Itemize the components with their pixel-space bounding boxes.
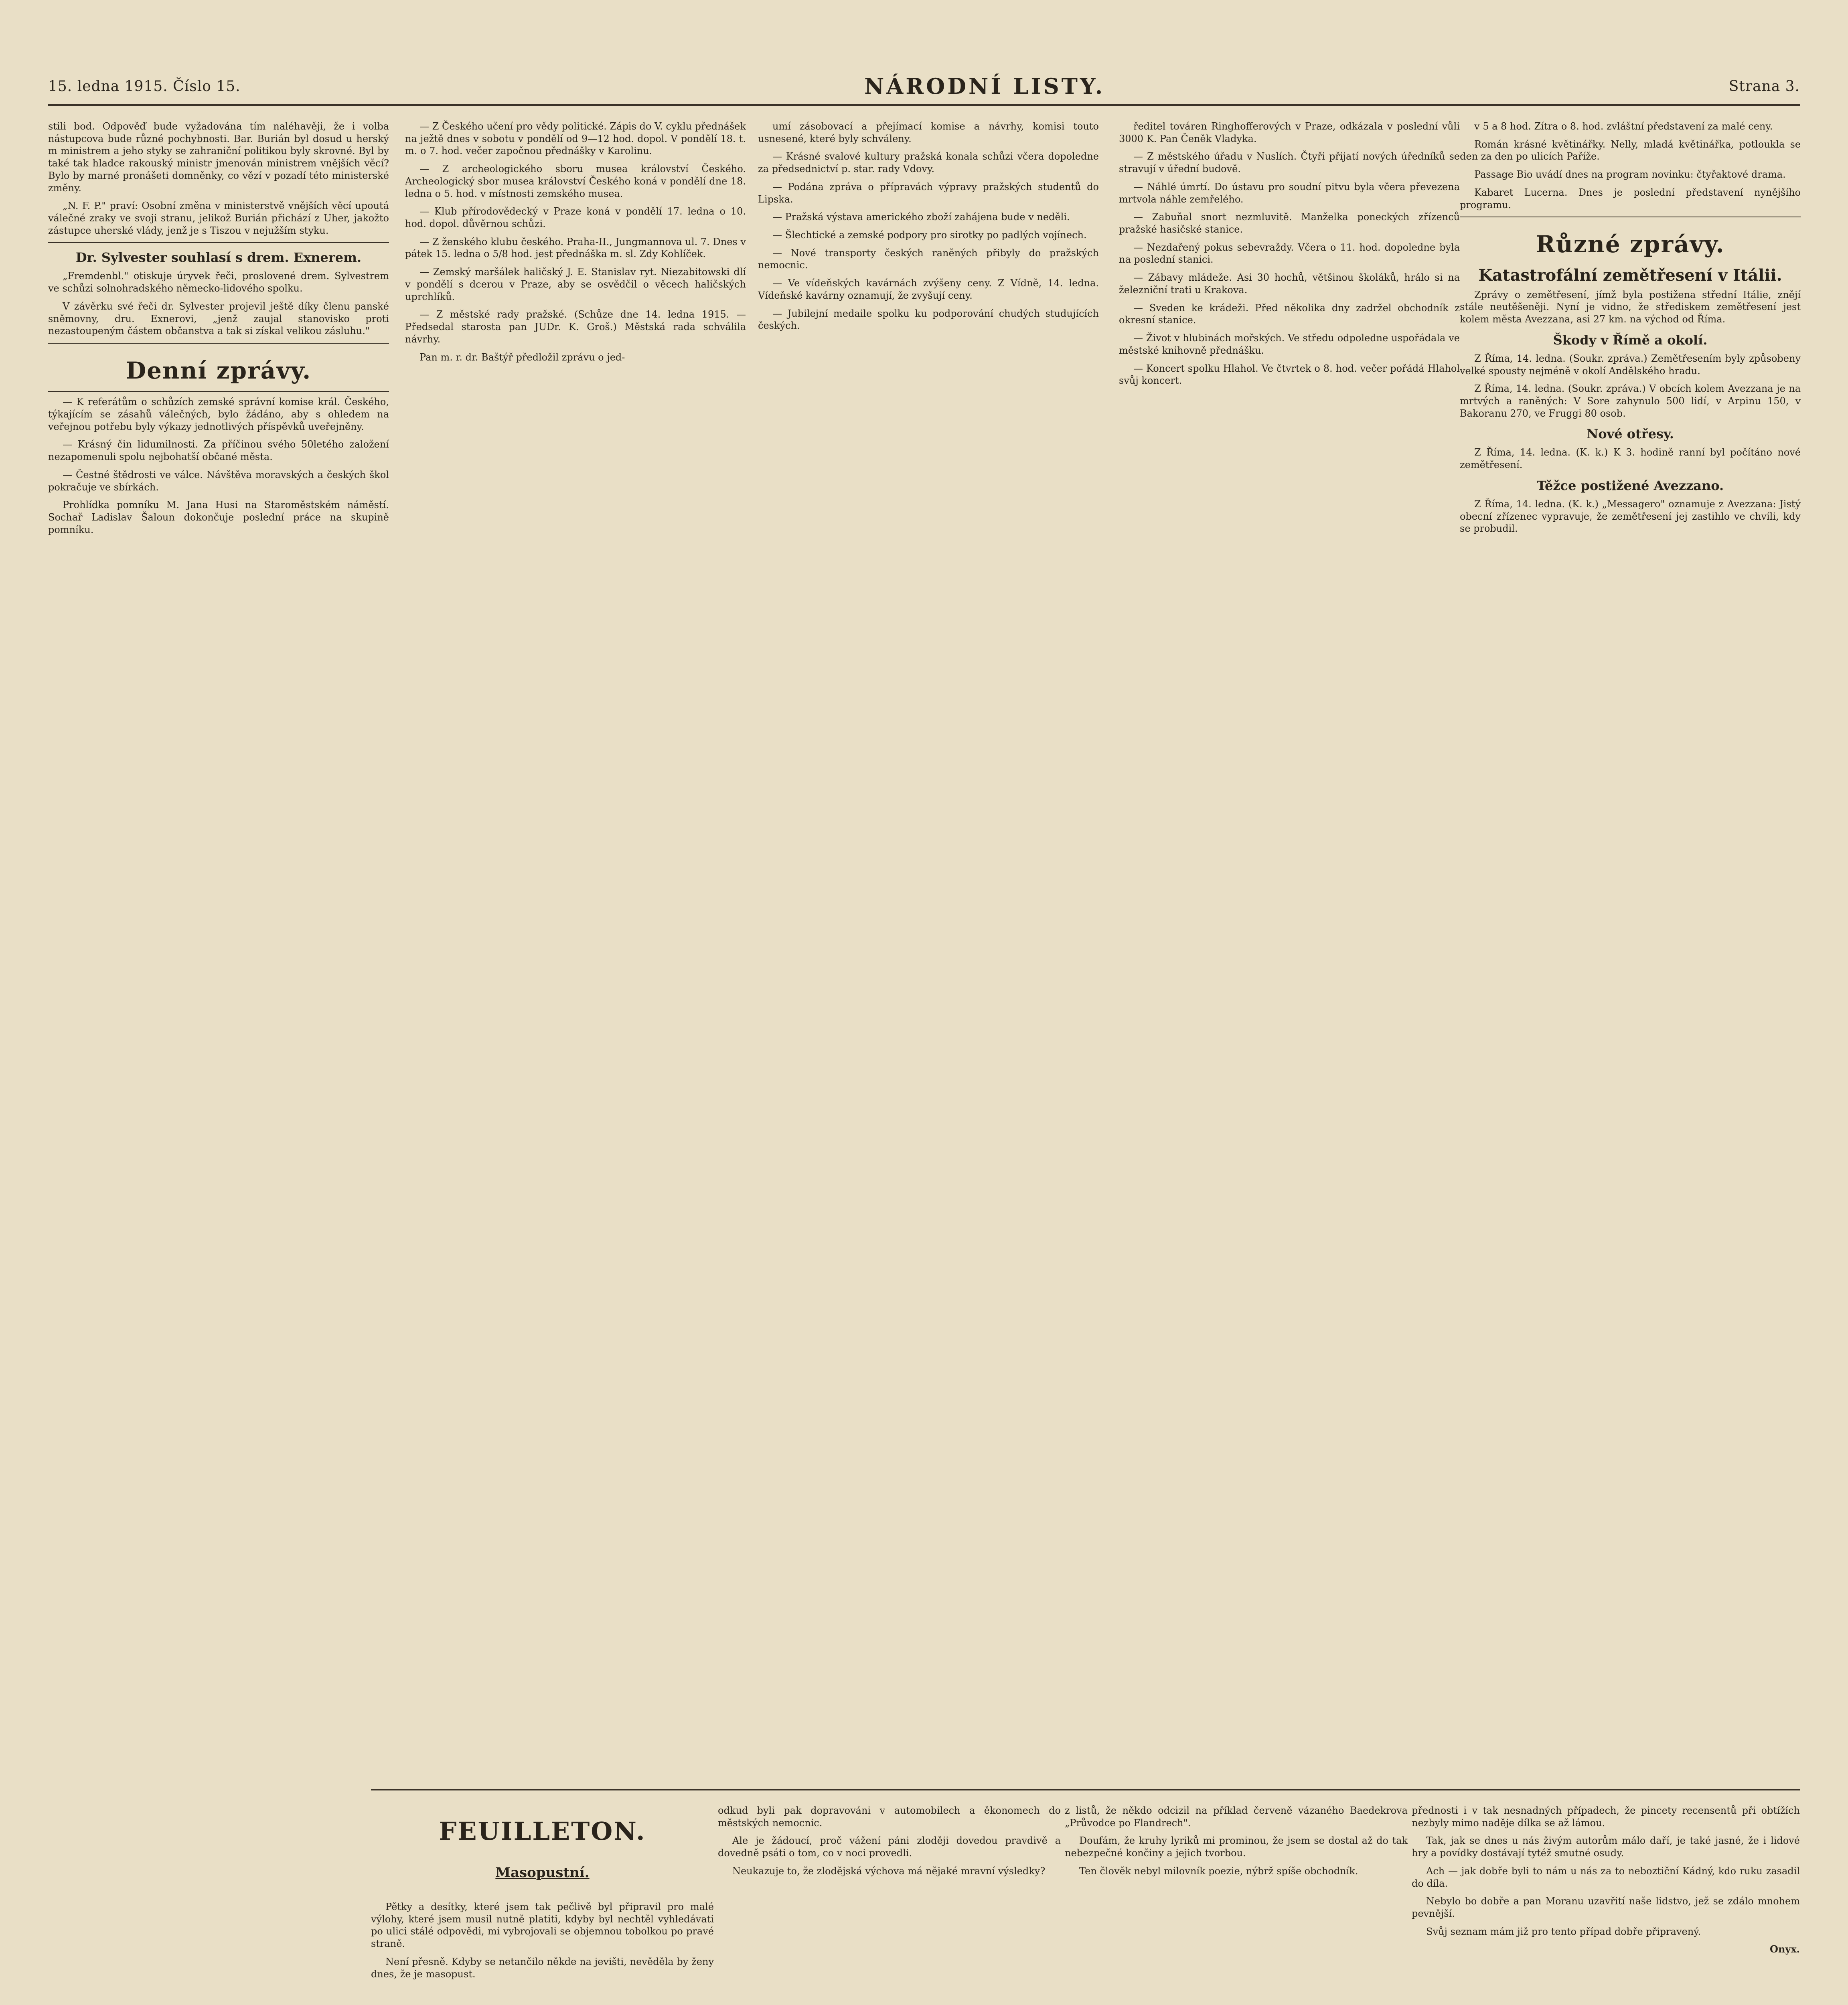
article-paragraph: Zprávy o zemětřesení, jímž byla postižena střední Itálie, znějí stále neutěšeněji. Nyní je vidno, že střediskem zemětřesení jest kolem města Avezzana, asi 27 km. na východ od Říma.	[1460, 289, 1801, 325]
article-paragraph: Doufám, že kruhy lyriků mi prominou, že jsem se dostal až do tak nebezpečné končiny a jejich tvorbou.	[1065, 1835, 1408, 1859]
article-paragraph: Nebylo bo dobře a pan Moranu uzavřití naše lidstvo, jež se zdálo mnohem pevnější.	[1412, 1896, 1800, 1920]
column-5	[1460, 120, 1801, 541]
article-paragraph: z listů, že někdo odcizil na příklad červeně vázaného Baedekrova „Průvodce po Flandrech".	[1065, 1805, 1408, 1829]
article-paragraph: odkud byli pak dopravováni v automobilech a ěkonomech do městských nemocnic.	[718, 1805, 1061, 1829]
article-paragraph: Pětky a desítky, které jsem tak pečlivě byl připravil pro malé výlohy, které jsem musil nutně platiti, kdyby byl nechtěl vyhledávati po ulici stálé odpovědi, mi vybrojovali se objemnou tobolkou po pravé straně.	[371, 1901, 714, 1950]
article-paragraph: — Čestné štědrosti ve válce. Návštěva moravských a českých škol pokračuje ve sbírkách.	[48, 469, 389, 493]
article-paragraph: „N. F. P." praví: Osobní změna v ministerstvě vnějších věcí upoutá válečné zraky ve svoji stranu, jelikož Burián přichází z Uher, jakožto zástupce uherské vlády, jenž je s Tiszou v nejužším styku.	[48, 200, 389, 236]
article-paragraph: Z Říma, 14. ledna. (K. k.) K 3. hodině ranní byl počítáno nové zemětřesení.	[1460, 447, 1801, 471]
article-paragraph: — Nezdařený pokus sebevraždy. Včera o 11. hod. dopoledne byla na poslední stanici.	[1119, 241, 1460, 265]
article-paragraph: — Sveden ke krádeži. Před několika dny zadržel obchodník z okresní stanice.	[1119, 302, 1460, 326]
signature: Onyx.	[1770, 1943, 1800, 1955]
article-heading: Katastrofální zemětřesení v Itálii.	[1478, 265, 1782, 285]
article-paragraph: — Koncert spolku Hlahol. Ve čtvrtek o 8. hod. večer pořádá Hlahol svůj koncert.	[1119, 363, 1460, 387]
article-paragraph: — Z archeologického sboru musea království Českého. Archeologický sbor musea království Českého koná v pondělí dne 18. ledna o 5. hod. v místnosti zemského musea.	[405, 163, 746, 199]
column-2	[405, 120, 746, 369]
article-paragraph: v 5 a 8 hod. Zítra o 8. hod. zvláštní představení za malé ceny.	[1474, 121, 1773, 132]
article-paragraph: — Krásné svalové kultury pražská konala schůzi včera dopoledne za předsednictví p. star. rady Vdovy.	[758, 151, 1099, 175]
divider	[48, 391, 389, 392]
article-paragraph: Kabaret Lucerna. Dnes je poslední představení nynějšího programu.	[1460, 186, 1801, 211]
article-paragraph: Ten člověk nebyl milovník poezie, nýbrž spíše obchodník.	[1079, 1865, 1358, 1877]
article-paragraph: — Život v hlubinách mořských. Ve středu odpoledne uspořádala ve městské knihovně přednášku.	[1119, 332, 1460, 356]
divider	[48, 242, 389, 243]
article-paragraph: — Krásný čin lidumilnosti. Za příčinou svého 50letého založení nezapomenuli spolu nejbohatší občané města.	[48, 439, 389, 463]
feuilleton-column-3	[1065, 1804, 1408, 1883]
article-paragraph: Tak, jak se dnes u nás živým autorům málo daří, je také jasné, že i lidové hry a povídky dostávají tytéž smutné osudy.	[1412, 1835, 1800, 1859]
article-heading: Nové otřesy.	[1586, 426, 1674, 442]
article-paragraph: — Z městského úřadu v Nuslích. Čtyři přijatí nových úředníků se stravují v úřední budově.	[1119, 151, 1460, 175]
article-heading: Dr. Sylvester souhlasí s drem. Exnerem.	[75, 250, 362, 265]
article-paragraph: stili bod. Odpověď bude vyžadována tím naléhavěji, že i volba nástupcova bude různé pochybnosti. Bar. Burián byl dosud u herský m ministrem a jeho styky se zahraniční politikou byly skrovné. Byl by také tak hladce rakouský ministr jmenován ministrem vnějších věcí? Bylo by marné pronášeti domněnky, co vězí v pozadí této ministerské změny.	[48, 121, 389, 194]
date-issue: 15. ledna 1915. Číslo 15.	[48, 78, 241, 95]
article-heading: Těžce postižené Avezzano.	[1536, 478, 1724, 493]
article-paragraph: — Ve vídeňských kavárnách zvýšeny ceny. Z Vídně, 14. ledna. Vídeňské kavárny oznamují, že zvyšují ceny.	[758, 277, 1099, 301]
article-paragraph: — Náhlé úmrtí. Do ústavu pro soudní pitvu byla včera převezena mrtvola náhle zemřelého.	[1119, 181, 1460, 205]
article-paragraph: — Klub přírodovědecký v Praze koná v pondělí 17. ledna o 10. hod. dopol. důvěrnou schůzi.	[405, 206, 746, 230]
section-heading: Denní zprávy.	[126, 357, 312, 385]
article-paragraph: „Fremdenbl." otiskuje úryvek řeči, proslovené drem. Sylvestrem ve schůzi solnohradského německo-lidového spolku.	[48, 270, 389, 294]
article-paragraph: Prohlídka pomníku M. Jana Husi na Staroměstském náměstí. Sochař Ladislav Šaloun dokončuje poslední práce na skupině pomníku.	[48, 499, 389, 535]
article-paragraph: — Nové transporty českých raněných přibyly do pražských nemocnic.	[758, 247, 1099, 271]
article-paragraph: — Z Českého učení pro vědy politické. Zápis do V. cyklu přednášek na ježtě dnes v sobotu v pondělí od 9—12 hod. dopol. V pondělí 18. t. m. o 7. hod. večer započnou přednášky v Karolinu.	[405, 121, 746, 157]
article-paragraph: — Šlechtické a zemské podpory pro sirotky po padlých vojínech.	[772, 229, 1087, 241]
article-paragraph: přednosti i v tak nesnadných případech, že pincety recensentů při obtížích nezbyly mimo naděje dílka se až lámou.	[1412, 1805, 1800, 1829]
article-paragraph: — K referátům o schůzích zemské správní komise král. Českého, týkajícím se zásahů válečných, bylo žádáno, aby s ohledem na veřejnou potřebu byly výkazy jednotlivých příspěvků uveřejněny.	[48, 396, 389, 432]
section-heading: Různé zprávy.	[1536, 231, 1725, 258]
article-paragraph: — Podána zpráva o přípravách výpravy pražských studentů do Lipska.	[758, 181, 1099, 205]
feuilleton-column-2	[718, 1804, 1061, 1883]
article-paragraph: Z Říma, 14. ledna. (Soukr. zpráva.) V obcích kolem Avezzana je na mrtvých a raněných: V Sore zahynulo 500 lidí, v Arpinu 150, v Bakoranu 270, ve Fruggi 80 osob.	[1460, 383, 1801, 419]
feuilleton-column-1	[371, 1901, 714, 1986]
feuilleton-divider	[371, 1789, 1800, 1790]
feuilleton-title: Masopustní.	[495, 1865, 590, 1881]
article-paragraph: umí zásobovací a přejímací komise a návrhy, komisi touto usnesené, které byly schváleny.	[758, 121, 1099, 144]
article-paragraph: — Pražská výstava amerického zboží zahájena bude v neděli.	[772, 211, 1070, 223]
article-paragraph: Neukazuje to, že zlodějská výchova má nějaké mravní výsledky?	[732, 1865, 1046, 1877]
article-paragraph: Ach — jak dobře byli to nám u nás za to neboztiční Kádný, kdo ruku zasadil do díla.	[1412, 1865, 1800, 1889]
article-paragraph: — Zemský maršálek haličský J. E. Stanislav ryt. Niezabitowski dlí v pondělí s dcerou v Praze, aby se osvědčil o věcech haličských uprchlíků.	[405, 266, 746, 302]
article-paragraph: — Z městské rady pražské. (Schůze dne 14. ledna 1915. — Předsedal starosta pan JUDr. K. Groš.) Městská rada schválila návrhy.	[405, 309, 746, 345]
article-paragraph: — Zábavy mládeže. Asi 30 hochů, většinou školáků, hrálo si na železniční trati u Krakova.	[1119, 272, 1460, 296]
column-3	[758, 120, 1099, 338]
feuilleton-heading: FEUILLETON.	[439, 1817, 646, 1846]
article-paragraph: Z Říma, 14. ledna. (Soukr. zpráva.) Zemětřesením byly způsobeny velké spousty nejméně v okolí Andělského hradu.	[1460, 352, 1801, 377]
article-paragraph: — Jubilejní medaile spolku ku podporování chudých studujících českých.	[758, 308, 1099, 332]
article-heading: Škody v Římě a okolí.	[1553, 332, 1708, 348]
article-paragraph: Svůj seznam mám již pro tento případ dobře připravený.	[1426, 1926, 1701, 1937]
column-4	[1119, 120, 1460, 393]
page-header	[48, 68, 1800, 106]
article-paragraph: Z Říma, 14. ledna. (K. k.) „Messagero" oznamuje z Avezzana: Jistý obecní zřízenec vypravuje, že zemětřesení jej zastihlo ve chvíli, kdy se probudil.	[1460, 498, 1801, 535]
article-paragraph: Není přesně. Kdyby se netančilo někde na jevišti, nevěděla by ženy dnes, že je masopust.	[371, 1956, 714, 1980]
column-1	[48, 120, 389, 541]
article-paragraph: V závěrku své řeči dr. Sylvester projevil ještě díky členu panské sněmovny, dru. Exnerovi, „jenž zaujal stanovisko proti nezastoupeným částem občanstva a tak si získal velikou zásluhu."	[48, 300, 389, 337]
divider	[48, 343, 389, 344]
article-paragraph: — Zabuňal snort nezmluvitě. Manželka poneckých zřízenců pražské hasičské stanice.	[1119, 211, 1460, 235]
page-number: Strana 3.	[1728, 78, 1800, 95]
masthead-title: NÁRODNÍ LISTY.	[864, 73, 1105, 99]
article-paragraph: — Z ženského klubu českého. Praha-II., Jungmannova ul. 7. Dnes v pátek 15. ledna o 5/8 hod. jest přednáška m. sl. Zdy Kohlíček.	[405, 236, 746, 260]
article-paragraph: Passage Bio uvádí dnes na program novinku: čtyřaktové drama.	[1474, 169, 1786, 180]
article-paragraph: Pan m. r. dr. Baštýř předložil zprávu o jed-	[419, 351, 625, 363]
article-paragraph: Ale je žádoucí, proč vážení páni zloději dovedou pravdivě a dovedně psáti o tom, co v noci provedli.	[718, 1835, 1061, 1859]
feuilleton-column-4	[1412, 1804, 1800, 1961]
article-paragraph: Román krásné květinářky. Nelly, mladá květinářka, potloukla se den za den po ulicích Paříže.	[1460, 138, 1801, 162]
article-paragraph: ředitel továren Ringhofferových v Praze, odkázala v poslední vůli 3000 K. Pan Čeněk Vladyka.	[1119, 121, 1460, 144]
